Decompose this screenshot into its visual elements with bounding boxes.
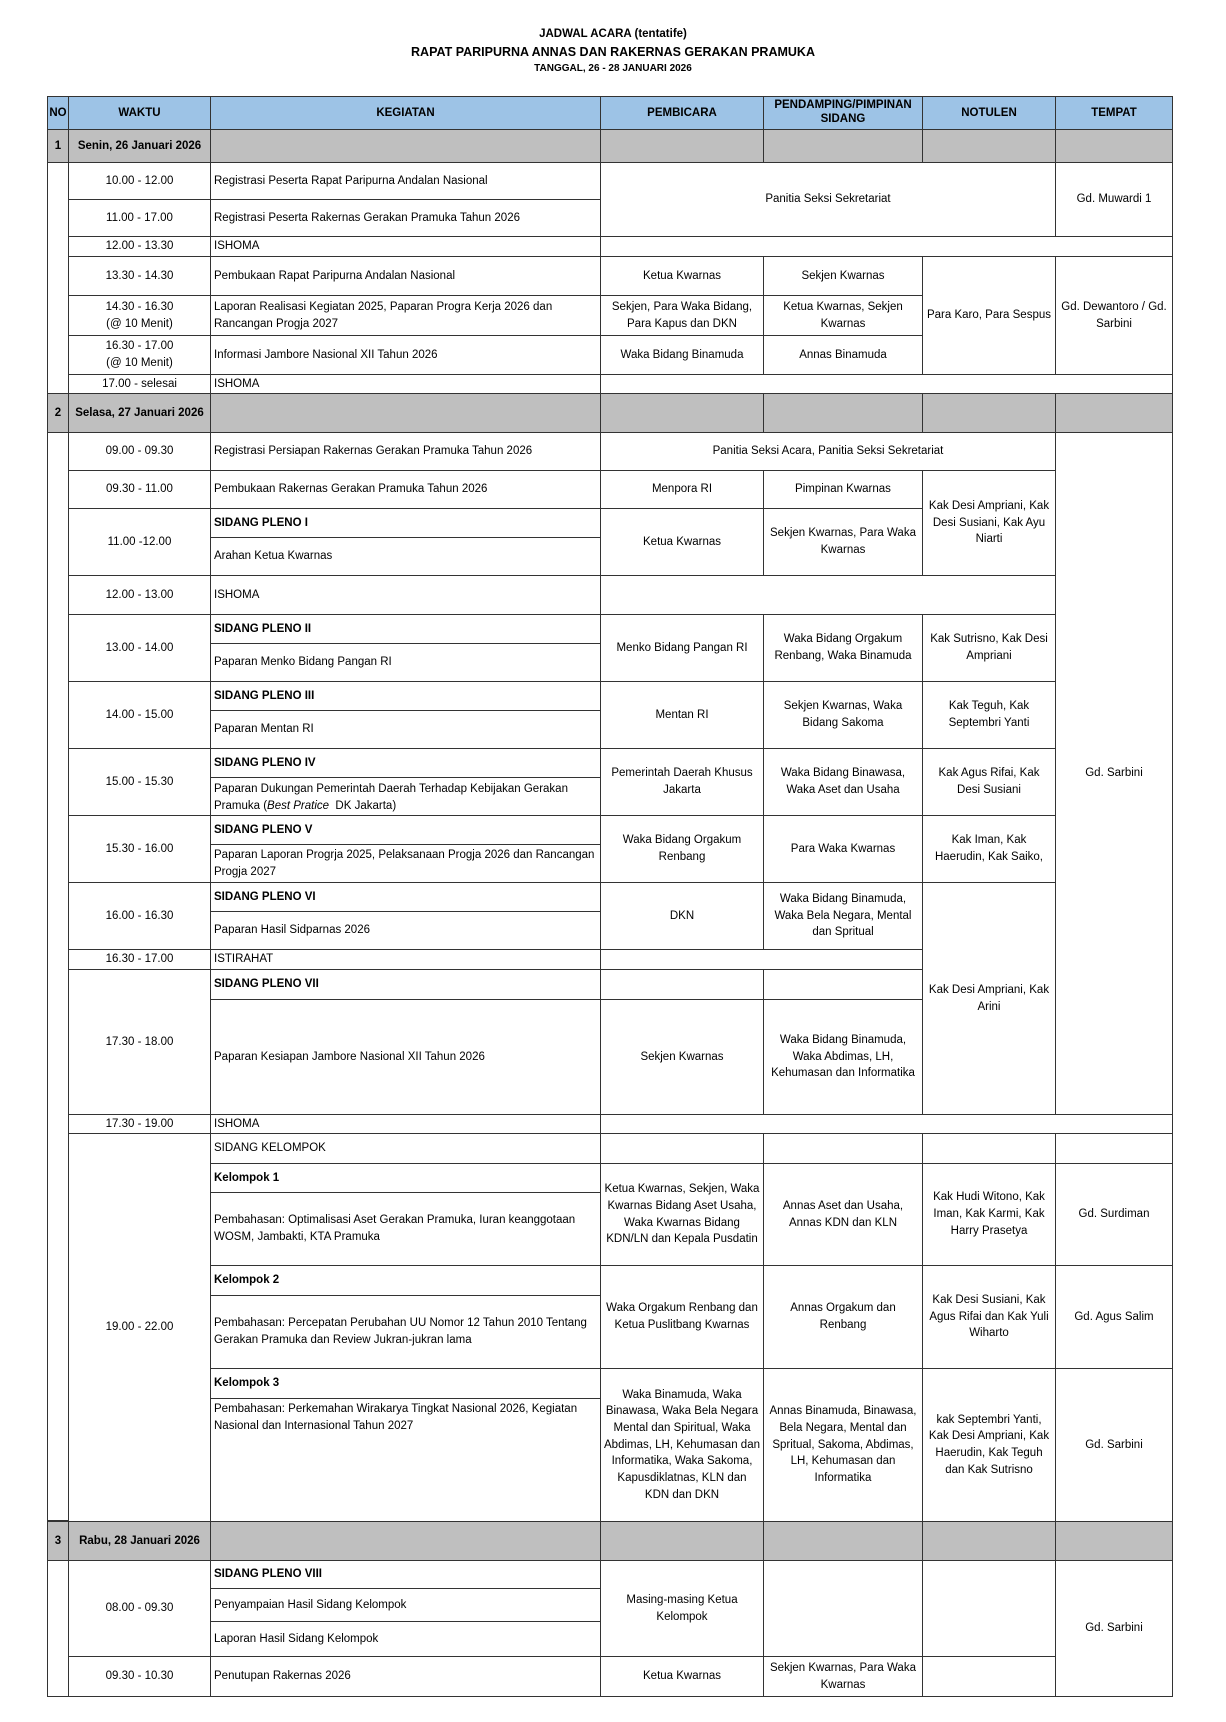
kegiatan-cell: Pembukaan Rakernas Gerakan Pramuka Tahun 2026	[210, 470, 601, 509]
day-number: 1	[47, 129, 69, 163]
kegiatan-cell: Penutupan Rakernas 2026	[210, 1656, 601, 1697]
sidang-title: SIDANG PLENO I	[210, 508, 601, 538]
kegiatan-cell: ISHOMA	[210, 1114, 601, 1134]
kegiatan-cell: ISHOMA	[210, 575, 601, 615]
day-row-cell	[763, 1521, 923, 1561]
pembicara-cell: Pemerintah Daerah Khusus Jakarta	[600, 748, 764, 816]
kegiatan-cell: Informasi Jambore Nasional XII Tahun 2026	[210, 335, 601, 375]
pendamping-cell: Pimpinan Kwarnas	[763, 470, 923, 509]
notulen-cell: Para Karo, Para Sespus	[922, 256, 1056, 375]
empty-cell	[1055, 1133, 1173, 1164]
day-row-cell	[600, 129, 764, 163]
kegiatan-cell: Paparan Hasil Sidparnas 2026	[210, 911, 601, 950]
day-label: Selasa, 27 Januari 2026	[68, 393, 211, 433]
empty-cell	[922, 1560, 1056, 1657]
pembicara-cell: Waka Binamuda, Waka Binawasa, Waka Bela Negara Mental dan Spiritual, Waka Abdimas, LH, Kehumasan dan Informatika, Waka Sakoma, Kapusdiklatnas, KLN dan KDN dan DKN	[600, 1368, 764, 1522]
waktu-cell: 10.00 - 12.00	[68, 162, 211, 200]
empty-cell	[922, 1656, 1056, 1697]
day-row-cell	[210, 129, 601, 163]
waktu-cell: 17.00 - selesai	[68, 374, 211, 394]
waktu-cell: 09.30 - 11.00	[68, 470, 211, 509]
pendamping-cell: Annas Binamuda, Binawasa, Bela Negara, Mental dan Spritual, Sakoma, Abdimas, LH, Kehumasan dan Informatika	[763, 1368, 923, 1522]
empty-cell	[600, 949, 923, 970]
waktu-cell: 19.00 - 22.00	[68, 1133, 211, 1522]
empty-cell	[763, 1560, 923, 1657]
kegiatan-cell: Laporan Hasil Sidang Kelompok	[210, 1621, 601, 1657]
sidang-title: SIDANG PLENO VIII	[210, 1560, 601, 1589]
sidang-title: SIDANG PLENO VI	[210, 882, 601, 912]
tempat-cell: Gd. Muwardi 1	[1055, 162, 1173, 237]
pembicara-cell: Menpora RI	[600, 470, 764, 509]
pendamping-cell: Para Waka Kwarnas	[763, 815, 923, 883]
notulen-cell: Kak Desi Susiani, Kak Agus Rifai dan Kak Yuli Wiharto	[922, 1265, 1056, 1369]
waktu-cell: 16.00 - 16.30	[68, 882, 211, 950]
tempat-cell: Gd. Sarbini	[1055, 432, 1173, 1115]
waktu-cell: 13.00 - 14.00	[68, 614, 211, 682]
day-number: 2	[47, 393, 69, 433]
sidang-title: SIDANG PLENO II	[210, 614, 601, 644]
no-cell-blank	[47, 162, 69, 394]
notulen-cell: Kak Sutrisno, Kak Desi Ampriani	[922, 614, 1056, 682]
document-subtitle: RAPAT PARIPURNA ANNAS DAN RAKERNAS GERAKAN PRAMUKA	[411, 45, 815, 59]
pendamping-cell: Waka Bidang Binamuda, Waka Abdimas, LH, Kehumasan dan Informatika	[763, 999, 923, 1115]
notulen-cell: Kak Desi Ampriani, Kak Arini	[922, 882, 1056, 1115]
tempat-cell: Gd. Sarbini	[1055, 1560, 1173, 1697]
notulen-cell: Kak Desi Ampriani, Kak Desi Susiani, Kak Ayu Niarti	[922, 470, 1056, 576]
pembicara-cell: Ketua Kwarnas	[600, 256, 764, 296]
waktu-cell: 08.00 - 09.30	[68, 1560, 211, 1657]
waktu-note: (@ 10 Menit)	[106, 317, 173, 330]
no-cell-blank	[47, 432, 69, 1521]
kegiatan-cell: Pembukaan Rapat Paripurna Andalan Nasional	[210, 256, 601, 296]
kelompok-title: Kelompok 2	[210, 1265, 601, 1296]
sidang-title: SIDANG PLENO III	[210, 681, 601, 711]
pendamping-cell: Annas Aset dan Usaha, Annas KDN dan KLN	[763, 1163, 923, 1266]
day-row-cell	[600, 393, 764, 433]
pendamping-cell: Sekjen Kwarnas, Para Waka Kwarnas	[763, 508, 923, 576]
pendamping-cell: Sekjen Kwarnas, Waka Bidang Sakoma	[763, 681, 923, 749]
empty-cell	[922, 1133, 1056, 1164]
kegiatan-cell: Pembahasan: Optimalisasi Aset Gerakan Pramuka, Iuran keanggotaan WOSM, Jambakti, KTA Pramuka	[210, 1192, 601, 1266]
empty-cell	[600, 374, 1173, 394]
col-header-waktu: WAKTU	[68, 96, 211, 130]
waktu-text: 16.30 - 17.00	[105, 340, 174, 353]
waktu-cell: 17.30 - 19.00	[68, 1114, 211, 1134]
empty-cell	[763, 969, 923, 1000]
pembicara-cell: Waka Bidang Orgakum Renbang	[600, 815, 764, 883]
day-row-cell	[922, 129, 1056, 163]
notulen-cell: Kak Hudi Witono, Kak Iman, Kak Karmi, Kak Harry Prasetya	[922, 1163, 1056, 1266]
pendamping-cell: Waka Bidang Binawasa, Waka Aset dan Usaha	[763, 748, 923, 816]
waktu-cell: 15.00 - 15.30	[68, 748, 211, 816]
col-header-pendamping: PENDAMPING/PIMPINAN SIDANG	[763, 96, 923, 130]
waktu-cell: 12.00 - 13.00	[68, 575, 211, 615]
sidang-title: SIDANG PLENO V	[210, 815, 601, 845]
tempat-cell: Gd. Sarbini	[1055, 1368, 1173, 1522]
waktu-cell: 09.00 - 09.30	[68, 432, 211, 471]
kegiatan-text: DK Jakarta)	[329, 799, 397, 812]
kegiatan-cell: Laporan Realisasi Kegiatan 2025, Paparan Progra Kerja 2026 dan Rancangan Progja 2027	[210, 295, 601, 336]
col-header-pembicara: PEMBICARA	[600, 96, 764, 130]
kegiatan-cell: Paparan Mentan RI	[210, 710, 601, 749]
waktu-cell: 09.30 - 10.30	[68, 1656, 211, 1697]
empty-cell	[600, 1133, 764, 1164]
day-row-cell	[210, 1521, 601, 1561]
tempat-cell: Gd. Dewantoro / Gd. Sarbini	[1055, 256, 1173, 375]
notulen-cell: Kak Agus Rifai, Kak Desi Susiani	[922, 748, 1056, 816]
pembicara-cell: Waka Bidang Binamuda	[600, 335, 764, 375]
notulen-cell: kak Septembri Yanti, Kak Desi Ampriani, Kak Haerudin, Kak Teguh dan Kak Sutrisno	[922, 1368, 1056, 1522]
pendamping-cell: Annas Orgakum dan Renbang	[763, 1265, 923, 1369]
day-label: Senin, 26 Januari 2026	[68, 129, 211, 163]
waktu-cell	[68, 335, 211, 375]
waktu-cell: 12.00 - 13.30	[68, 236, 211, 257]
pembicara-cell: Masing-masing Ketua Kelompok	[600, 1560, 764, 1657]
empty-cell	[600, 1114, 1173, 1134]
pembicara-cell: Mentan RI	[600, 681, 764, 749]
pendamping-cell: Sekjen Kwarnas	[763, 256, 923, 296]
waktu-cell: 17.30 - 18.00	[68, 969, 211, 1115]
day-row-cell	[210, 393, 601, 433]
kegiatan-cell: Registrasi Peserta Rapat Paripurna Andalan Nasional	[210, 162, 601, 200]
document-title: JADWAL ACARA (tentatife)	[539, 28, 687, 40]
pembicara-cell: Menko Bidang Pangan RI	[600, 614, 764, 682]
kegiatan-cell: Pembahasan: Perkemahan Wirakarya Tingkat Nasional 2026, Kegiatan Nasional dan Internasional Tahun 2027	[210, 1398, 601, 1522]
pembicara-cell: DKN	[600, 882, 764, 950]
kegiatan-cell: Arahan Ketua Kwarnas	[210, 537, 601, 576]
pendamping-cell: Waka Bidang Orgakum Renbang, Waka Binamuda	[763, 614, 923, 682]
sidang-title: SIDANG PLENO VII	[210, 969, 601, 1000]
waktu-cell: 13.30 - 14.30	[68, 256, 211, 296]
pembicara-cell: Panitia Seksi Sekretariat	[600, 162, 1056, 237]
tempat-cell: Gd. Agus Salim	[1055, 1265, 1173, 1369]
kegiatan-cell	[210, 777, 601, 816]
waktu-cell: 16.30 - 17.00	[68, 949, 211, 970]
kegiatan-cell: ISTIRAHAT	[210, 949, 601, 970]
day-label: Rabu, 28 Januari 2026	[68, 1521, 211, 1561]
kegiatan-text: Paparan Dukungan Pemerintah Daerah Terhadap Kebijakan Gerakan Pramuka (	[214, 783, 568, 812]
pembicara-cell: Ketua Kwarnas	[600, 508, 764, 576]
day-row-cell	[1055, 1521, 1173, 1561]
pembicara-cell: Sekjen Kwarnas	[600, 999, 764, 1115]
sidang-title: SIDANG PLENO IV	[210, 748, 601, 778]
day-row-cell	[1055, 129, 1173, 163]
kelompok-title: Kelompok 3	[210, 1368, 601, 1399]
kegiatan-cell: Penyampaian Hasil Sidang Kelompok	[210, 1588, 601, 1622]
pendamping-cell: Ketua Kwarnas, Sekjen Kwarnas	[763, 295, 923, 336]
kegiatan-cell: Registrasi Peserta Rakernas Gerakan Pramuka Tahun 2026	[210, 199, 601, 237]
day-row-cell	[600, 1521, 764, 1561]
kegiatan-cell: Paparan Laporan Progrja 2025, Pelaksanaan Progja 2026 dan Rancangan Progja 2027	[210, 844, 601, 883]
notulen-cell: Kak Iman, Kak Haerudin, Kak Saiko,	[922, 815, 1056, 883]
pembicara-cell: Ketua Kwarnas	[600, 1656, 764, 1697]
day-row-cell	[922, 1521, 1056, 1561]
tempat-cell: Gd. Surdiman	[1055, 1163, 1173, 1266]
notulen-cell: Kak Teguh, Kak Septembri Yanti	[922, 681, 1056, 749]
col-header-kegiatan: KEGIATAN	[210, 96, 601, 130]
kegiatan-cell: Registrasi Persiapan Rakernas Gerakan Pramuka Tahun 2026	[210, 432, 601, 471]
kegiatan-cell: Pembahasan: Percepatan Perubahan UU Nomor 12 Tahun 2010 Tentang Gerakan Pramuka dan Review Jukran-jukran lama	[210, 1295, 601, 1369]
pendamping-cell: Annas Binamuda	[763, 335, 923, 375]
day-row-cell	[763, 393, 923, 433]
empty-cell	[600, 236, 1173, 257]
waktu-text: 14.30 - 16.30	[105, 300, 174, 313]
day-row-cell	[763, 129, 923, 163]
document-date: TANGGAL, 26 - 28 JANUARI 2026	[534, 63, 692, 74]
pembicara-cell: Sekjen, Para Waka Bidang, Para Kapus dan DKN	[600, 295, 764, 336]
waktu-cell: 15.30 - 16.00	[68, 815, 211, 883]
empty-cell	[763, 1133, 923, 1164]
empty-cell	[600, 575, 1056, 615]
col-header-no: NO	[47, 96, 69, 130]
panitia-cell: Panitia Seksi Acara, Panitia Seksi Sekretariat	[600, 432, 1056, 471]
pembicara-cell: Waka Orgakum Renbang dan Ketua Puslitbang Kwarnas	[600, 1265, 764, 1369]
pendamping-cell: Sekjen Kwarnas, Para Waka Kwarnas	[763, 1656, 923, 1697]
waktu-note: (@ 10 Menit)	[106, 357, 173, 369]
pendamping-cell: Waka Bidang Binamuda, Waka Bela Negara, Mental dan Spritual	[763, 882, 923, 950]
kegiatan-cell: Paparan Kesiapan Jambore Nasional XII Tahun 2026	[210, 999, 601, 1115]
kelompok-title: Kelompok 1	[210, 1163, 601, 1193]
waktu-cell: 11.00 -12.00	[68, 508, 211, 576]
day-number: 3	[47, 1521, 69, 1561]
col-header-tempat: TEMPAT	[1055, 96, 1173, 130]
empty-cell	[600, 969, 764, 1000]
kegiatan-cell: Paparan Menko Bidang Pangan RI	[210, 643, 601, 682]
kegiatan-italic: Best Pratice	[267, 799, 330, 812]
col-header-notulen: NOTULEN	[922, 96, 1056, 130]
no-cell-blank	[47, 1560, 69, 1697]
sidang-kelompok-title: SIDANG KELOMPOK	[210, 1133, 601, 1164]
pembicara-cell: Ketua Kwarnas, Sekjen, Waka Kwarnas Bidang Aset Usaha, Waka Kwarnas Bidang KDN/LN dan Kepala Pusdatin	[600, 1163, 764, 1266]
waktu-cell: 14.00 - 15.00	[68, 681, 211, 749]
kegiatan-cell: ISHOMA	[210, 374, 601, 394]
waktu-cell	[68, 295, 211, 336]
day-row-cell	[922, 393, 1056, 433]
kegiatan-cell: ISHOMA	[210, 236, 601, 257]
day-row-cell	[1055, 393, 1173, 433]
waktu-cell: 11.00 - 17.00	[68, 199, 211, 237]
